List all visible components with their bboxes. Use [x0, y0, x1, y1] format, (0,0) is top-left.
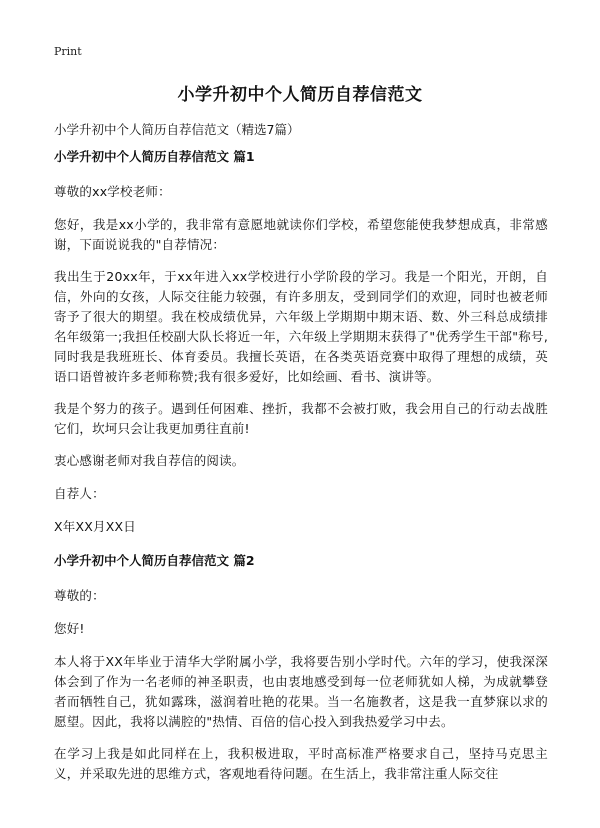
letter-paragraph: 我出生于20xx年，于xx年进入xx学校进行小学阶段的学习。我是一个阳光，开朗，自信，外向的女孩，人际交往能力较强，有许多朋友，受到同学们的欢迎，同时也被老师寄予了很大的期望。我在校成绩优异，六年级上学期期中期末语、数、外三科总成绩排名年级第一;我担任校副大队长将近一年，六年级上学期期末获得了"优秀学生干部"称号,同时我是我班班长、体育委员。我擅长英语，在各类英语竞赛中取得了理想的成绩，英语口语曾被许多老师称赞;我有很多爱好，比如绘画、看书、演讲等。	[54, 269, 548, 384]
letter-paragraph: 在学习上我是如此同样在上，我积极进取，平时高标准严格要求自己，坚持马克思主义，并采取先进的思维方式，客观地看待问题。在生活上，我非常注重人际交往	[54, 746, 548, 781]
section-heading-2: 小学升初中个人简历自荐信范文 篇2	[54, 553, 255, 568]
letter-signature: 自荐人：	[54, 486, 105, 501]
letter-paragraph: 我是个努力的孩子。遇到任何困难、挫折，我都不会被打败，我会用自己的行动去战胜它们，坎坷只会让我更加勇往直前!	[54, 401, 548, 436]
print-link[interactable]: Print	[54, 45, 82, 58]
letter-date: X年XX月XX日	[54, 519, 136, 534]
document-subtitle: 小学升初中个人简历自荐信范文（精选7篇）	[54, 122, 300, 137]
section-heading-1: 小学升初中个人简历自荐信范文 篇1	[54, 149, 255, 164]
page-title: 小学升初中个人简历自荐信范文	[177, 85, 423, 105]
letter-paragraph: 您好，我是xx小学的，我非常有意愿地就读你们学校，希望您能使我梦想成真，非常感谢，下面说说我的"自荐情况：	[54, 217, 548, 252]
letter-paragraph: 本人将于XX年毕业于清华大学附属小学，我将要告别小学时代。六年的学习，使我深深体会到了作为一名老师的神圣职责，也由衷地感受到每一位老师犹如人梯，为成就攀登者而牺牲自己，犹如露珠，滋润着吐艳的花果。当一名施教者，这是我一直梦寐以求的愿望。因此，我将以满腔的"热情、百倍的信心投入到我热爱学习中去。	[54, 654, 548, 729]
letter-hello: 您好!	[54, 621, 85, 636]
document-body	[54, 146, 548, 796]
letter-paragraph: 衷心感谢老师对我自荐信的阅读。	[54, 453, 245, 468]
letter-greeting: 尊敬的xx学校老师：	[54, 184, 171, 199]
letter-greeting: 尊敬的：	[54, 588, 105, 603]
